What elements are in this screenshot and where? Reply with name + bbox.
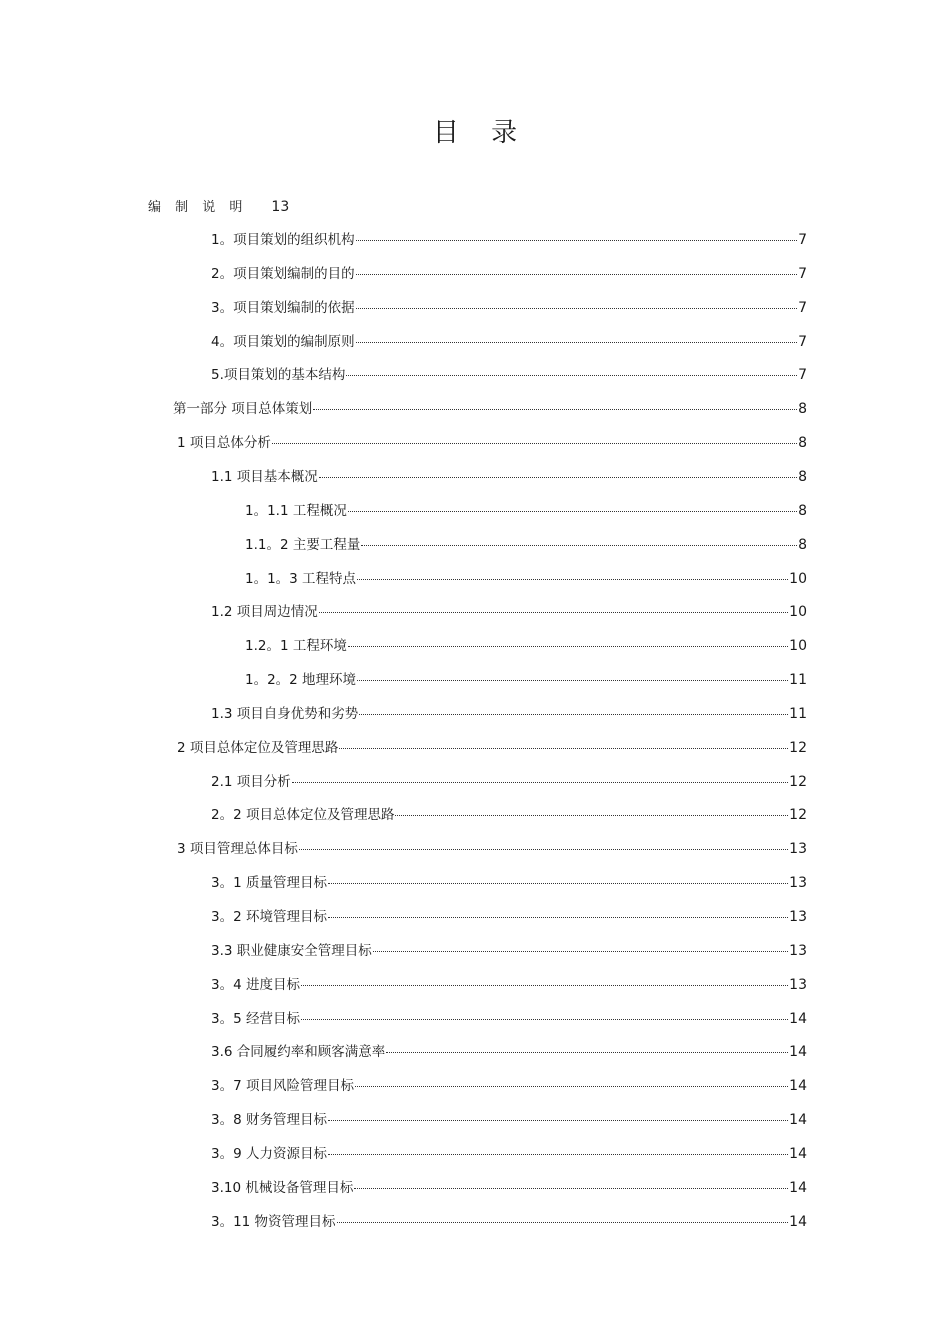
toc-entry-label: 1.2 项目周边情况: [211, 604, 318, 621]
toc-entry-page: 13: [789, 909, 807, 925]
toc-entry[interactable]: [211, 973, 807, 995]
toc-dot-leader: [301, 985, 788, 986]
toc-entry[interactable]: [211, 871, 807, 893]
toc-dot-leader: [356, 342, 797, 343]
toc-entry-label: 3。2 环境管理目标: [211, 909, 327, 925]
toc-entry-page: 13: [789, 942, 807, 959]
toc-dot-leader: [328, 883, 788, 884]
toc-entry-page: 13: [789, 976, 807, 993]
toc-entry-page: 11: [789, 705, 807, 722]
toc-entry-page: 7: [798, 333, 807, 350]
toc-entry-label: 3 项目管理总体目标: [177, 841, 298, 858]
toc-entry-page: 8: [798, 536, 807, 553]
toc-entry-page: 7: [798, 232, 807, 248]
toc-entry-label: 3.6 合同履约率和顾客满意率: [211, 1044, 386, 1061]
toc-entry-page: 8: [798, 468, 807, 485]
toc-entry-label: 1。项目策划的组织机构: [211, 232, 355, 248]
toc-entry-page: 14: [789, 1179, 807, 1196]
toc-dot-leader: [328, 917, 788, 918]
toc-entry-label: 1。1.1 工程概况: [245, 502, 347, 519]
toc-entry-page: 14: [789, 1145, 807, 1162]
toc-entry[interactable]: [245, 634, 807, 656]
toc-entry-page: 13: [789, 841, 807, 858]
toc-dot-leader: [386, 1052, 788, 1053]
toc-entry-page: 12: [789, 773, 807, 790]
toc-entry-label: 第一部分 项目总体策划: [173, 401, 313, 418]
toc-dot-leader: [319, 612, 788, 613]
toc-entry-label: 5.项目策划的基本结构: [211, 367, 346, 384]
toc-entry-page: 7: [798, 367, 807, 384]
toc-entry-page: 14: [789, 1213, 807, 1230]
toc-entry[interactable]: [211, 770, 807, 792]
toc-entry-label: 2.1 项目分析: [211, 773, 291, 790]
toc-entry-page: 10: [789, 604, 807, 621]
toc-dot-leader: [292, 782, 788, 783]
toc-entry-label: 1 项目总体分析: [177, 435, 271, 452]
toc-entry[interactable]: [211, 262, 807, 284]
toc-entry[interactable]: [177, 837, 807, 859]
toc-entry[interactable]: [177, 736, 807, 758]
toc-intro-label: 编 制 说 明: [148, 200, 248, 215]
toc-entry[interactable]: [211, 600, 807, 622]
toc-entry-label: 3。4 进度目标: [211, 976, 300, 993]
toc-dot-leader: [313, 409, 797, 410]
toc-entry[interactable]: [211, 939, 807, 961]
toc-entry[interactable]: [211, 1007, 807, 1029]
toc-entry[interactable]: [211, 1176, 807, 1198]
toc-entry[interactable]: [245, 499, 807, 521]
toc-entry[interactable]: [177, 431, 807, 453]
toc-dot-leader: [356, 274, 797, 275]
toc-entry[interactable]: [211, 1210, 807, 1232]
toc-entry-page: 8: [798, 435, 807, 452]
toc-entry[interactable]: [211, 1142, 807, 1164]
toc-dot-leader: [356, 240, 797, 241]
toc-entry[interactable]: [211, 296, 807, 318]
toc-entry-label: 1。1。3 工程特点: [245, 570, 357, 587]
toc-entry-page: 8: [798, 502, 807, 519]
toc-entry-page: 14: [789, 1010, 807, 1027]
toc-entry-page: 13: [789, 875, 807, 892]
toc-intro-page: 13: [271, 199, 290, 215]
toc-entry-label: 1.2。1 工程环境: [245, 638, 347, 655]
toc-entry[interactable]: [211, 465, 807, 487]
toc-entry[interactable]: [211, 228, 807, 250]
toc-entry-label: 3。1 质量管理目标: [211, 875, 327, 892]
toc-entry[interactable]: [173, 397, 807, 419]
toc-entry-label: 3。11 物资管理目标: [211, 1213, 336, 1230]
toc-entry-label: 3.10 机械设备管理目标: [211, 1179, 354, 1196]
toc-entry-label: 1.1 项目基本概况: [211, 468, 318, 485]
toc-entry[interactable]: [211, 702, 807, 724]
toc-dot-leader: [328, 1154, 788, 1155]
toc-entry-label: 1。2。2 地理环境: [245, 672, 357, 689]
toc-entry-page: 10: [789, 638, 807, 655]
toc-entry-page: 7: [798, 265, 807, 282]
toc-entry[interactable]: [211, 1074, 807, 1096]
toc-entry-page: 8: [798, 401, 807, 418]
page-title: 目 录: [432, 118, 530, 148]
toc-dot-leader: [361, 545, 797, 546]
toc-entry[interactable]: [245, 567, 807, 589]
toc-entry[interactable]: [211, 803, 807, 825]
toc-entry-label: 1.3 项目自身优势和劣势: [211, 705, 359, 722]
toc-entry-page: 7: [798, 299, 807, 316]
toc-entry-page: 12: [789, 807, 807, 824]
toc-entry-label: 1.1。2 主要工程量: [245, 536, 361, 553]
toc-entry-label: 3。项目策划编制的依据: [211, 299, 355, 316]
toc-entry[interactable]: [245, 668, 807, 690]
toc-entry-label: 3。9 人力资源目标: [211, 1145, 327, 1162]
toc-entry-label: 3。8 财务管理目标: [211, 1112, 327, 1129]
toc-dot-leader: [319, 477, 797, 478]
toc-entry[interactable]: [245, 533, 807, 555]
toc-dot-leader: [339, 748, 788, 749]
toc-dot-leader: [328, 1120, 788, 1121]
toc-entry[interactable]: [211, 330, 807, 352]
toc-entry-label: 3。5 经营目标: [211, 1010, 300, 1027]
toc-entry[interactable]: [211, 1040, 807, 1062]
toc-dot-leader: [337, 1222, 789, 1223]
toc-entry-page: 12: [789, 739, 807, 756]
toc-entry[interactable]: [211, 905, 807, 927]
toc-entry-label: 3。7 项目风险管理目标: [211, 1078, 354, 1095]
toc-entry-label: 2。项目策划编制的目的: [211, 265, 355, 282]
toc-dot-leader: [357, 680, 788, 681]
toc-dot-leader: [373, 951, 788, 952]
toc-dot-leader: [357, 579, 788, 580]
toc-entry-label: 2。2 项目总体定位及管理思路: [211, 807, 395, 824]
toc-dot-leader: [301, 1019, 788, 1020]
toc-entry-page: 10: [789, 570, 807, 587]
toc-dot-leader: [348, 511, 797, 512]
toc-dot-leader: [355, 1086, 788, 1087]
toc-entry-label: 2 项目总体定位及管理思路: [177, 739, 339, 756]
toc-dot-leader: [346, 375, 797, 376]
toc-dot-leader: [356, 308, 797, 309]
toc-entry[interactable]: [211, 363, 807, 385]
toc-entry-page: 11: [789, 672, 807, 689]
toc-entry-page: 14: [789, 1044, 807, 1061]
toc-dot-leader: [348, 646, 788, 647]
toc-dot-leader: [272, 443, 797, 444]
toc-intro-entry[interactable]: [148, 196, 289, 215]
toc-dot-leader: [299, 849, 788, 850]
toc-entry-label: 3.3 职业健康安全管理目标: [211, 942, 372, 959]
toc-dot-leader: [354, 1188, 788, 1189]
toc-entry-page: 14: [789, 1078, 807, 1095]
toc-entry-label: 4。项目策划的编制原则: [211, 333, 355, 350]
toc-entry[interactable]: [211, 1108, 807, 1130]
toc-entry-page: 14: [789, 1112, 807, 1129]
toc-dot-leader: [395, 815, 788, 816]
toc-dot-leader: [359, 714, 788, 715]
